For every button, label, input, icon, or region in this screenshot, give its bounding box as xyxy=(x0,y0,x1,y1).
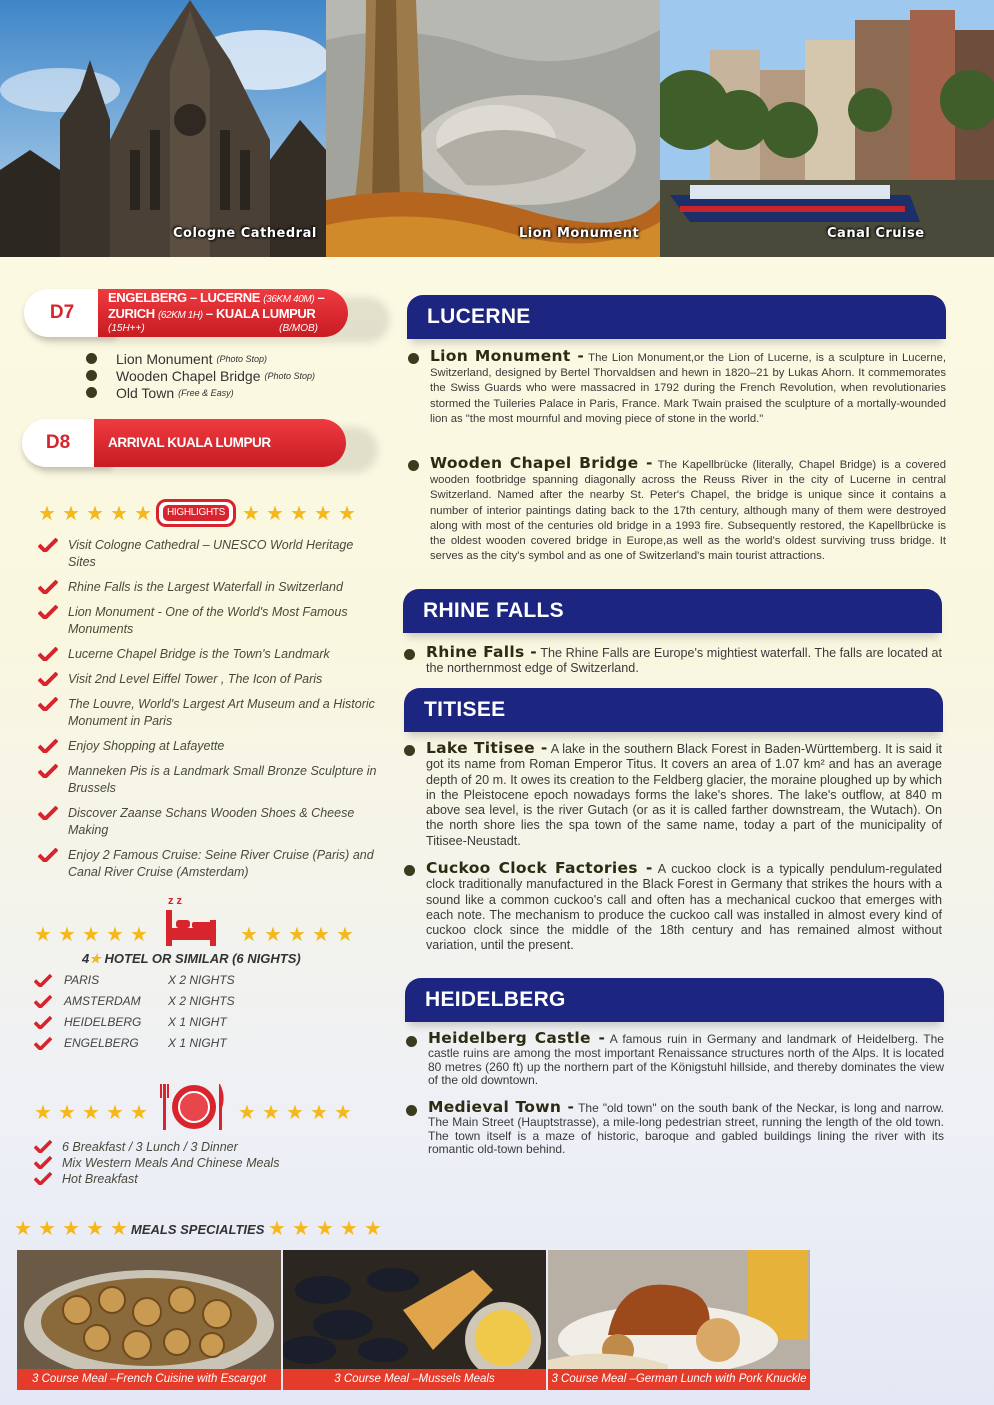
meal-item-text: 6 Breakfast / 3 Lunch / 3 Dinner xyxy=(62,1140,238,1154)
star-icon: ★ xyxy=(268,1218,286,1240)
stars-right xyxy=(238,1104,352,1122)
star-icon: ★ xyxy=(62,503,80,525)
check-icon xyxy=(38,672,58,686)
stars-left xyxy=(14,1220,128,1238)
hotel-nights: X 1 NIGHT xyxy=(168,1015,227,1029)
day-label: D7 xyxy=(49,302,75,323)
meals-list xyxy=(34,1139,364,1187)
highlight-text: Enjoy Shopping at Lafayette xyxy=(68,739,225,753)
check-icon xyxy=(38,580,58,594)
entry-text: The Lion Monument,or the Lion of Lucerne, is a sculpture in Lucerne, Switzerland, designed by Bertel Thorvaldsen and hewn in 1820–21 by Lukas Ahorn. It commemorates the Swiss Guards who were massacred in 1792 during the French Revolution, when revolutionaries stormed the Tuileries Palace in Paris, France. Mark Twain praised the sculpture of a mortally-wounded lion as "the most mournful and moving piece of stone in the world." xyxy=(430,352,946,425)
list-item xyxy=(34,1155,364,1171)
list-item xyxy=(34,1171,364,1187)
day7-duration: (15H++) xyxy=(108,323,145,334)
star-icon: ★ xyxy=(338,503,356,525)
star-icon: ★ xyxy=(340,1218,358,1240)
list-item xyxy=(38,537,383,579)
check-icon xyxy=(38,647,58,661)
hotel-nights: X 2 NIGHTS xyxy=(168,973,235,987)
day7-route-line2: ZURICH xyxy=(108,306,155,321)
star-icon: ★ xyxy=(130,1102,148,1124)
meal-caption: 3 Course Meal –German Lunch with Pork Knuckle xyxy=(548,1369,810,1390)
day7-route-line1-end: – xyxy=(314,290,325,305)
bullet-icon xyxy=(404,745,415,756)
bullet-icon xyxy=(406,1036,417,1047)
list-item xyxy=(38,763,383,805)
list-item xyxy=(38,738,383,763)
list-item xyxy=(38,805,383,847)
entry-lion-monument xyxy=(430,349,946,427)
list-item xyxy=(38,847,383,889)
check-icon xyxy=(34,1140,52,1153)
highlight-text: Discover Zaanse Schans Wooden Shoes & Cheese Making xyxy=(68,806,355,837)
pork-knuckle-illustration xyxy=(548,1250,810,1370)
star-icon: ★ xyxy=(110,1218,128,1240)
photo-canal-cruise xyxy=(660,0,994,257)
star-icon: ★ xyxy=(62,1218,80,1240)
escargot-illustration xyxy=(17,1250,281,1370)
bullet-icon xyxy=(404,865,415,876)
lion-monument-illustration xyxy=(326,0,660,257)
day7-route-line2-end: – KUALA LUMPUR xyxy=(202,306,316,321)
section-title-rhine-falls: RHINE FALLS xyxy=(403,589,942,633)
entry-title: Medieval Town - xyxy=(428,1098,575,1116)
bullet-icon xyxy=(408,353,419,364)
star-icon: ★ xyxy=(334,1102,352,1124)
item-note: (Photo Stop) xyxy=(216,353,268,364)
entry-title: Wooden Chapel Bridge - xyxy=(430,454,653,472)
photo-caption: Cologne Cathedral xyxy=(173,226,317,241)
star-icon: ★ xyxy=(266,503,284,525)
entry-title: Heidelberg Castle - xyxy=(428,1029,606,1047)
star-icon: ★ xyxy=(110,503,128,525)
hotel-nights: X 2 NIGHTS xyxy=(168,994,235,1008)
entry-text: A famous ruin in Germany and landmark of Heidelberg. The castle ruins are among the most important Renaissance structures north of the Alps. It is located 80 metres (260 ft) up the northern part of the Königstuhl hillside, and thereby dominates the view of the old downtown. xyxy=(428,1032,944,1088)
bullet-icon xyxy=(408,460,419,471)
hotel-title xyxy=(82,951,301,967)
meal-caption: 3 Course Meal –Mussels Meals xyxy=(283,1369,546,1390)
stars-right xyxy=(242,505,356,523)
check-icon xyxy=(38,605,58,619)
day-label: D8 xyxy=(45,432,71,453)
star-icon: ★ xyxy=(86,1218,104,1240)
entry-title: Cuckoo Clock Factories - xyxy=(426,859,653,877)
meal-photo-pork-knuckle xyxy=(548,1250,810,1390)
bed-icon xyxy=(162,892,220,948)
item-note: (Free & Easy) xyxy=(178,387,234,398)
meal-photo-mussels xyxy=(283,1250,546,1390)
star-icon: ★ xyxy=(82,1102,100,1124)
star-icon: ★ xyxy=(34,924,52,946)
star-icon: ★ xyxy=(34,1102,52,1124)
star-icon: ★ xyxy=(58,1102,76,1124)
entry-text: The Kapellbrücke (literally, Chapel Bridge) is a covered wooden footbridge spanning diagonally across the Reuss River in the city of Lucerne in central Switzerland. Named after the nearby St. Peter's Chapel, the bridge is unique since it contains a number of interior paintings dating back to the 17th century, although many of them were destroyed along with most of the centuries old bridge in a 1993 fire. Subsequently restored, the Kapellbrücke is the oldest wooden covered bridge in Europe,as well as the world's oldest surviving truss bridge. It serves as the city's symbol and as one of Switzerland's main tourist attractions. xyxy=(430,459,946,563)
star-icon: ★ xyxy=(130,924,148,946)
highlights-badge xyxy=(156,499,236,527)
item-name: Wooden Chapel Bridge xyxy=(116,367,261,384)
highlights-list xyxy=(38,537,383,889)
check-icon xyxy=(34,974,52,987)
header-photo-strip xyxy=(0,0,994,257)
highlight-text: Rhine Falls is the Largest Waterfall in Switzerland xyxy=(68,580,343,594)
star-icon: ★ xyxy=(14,1218,32,1240)
hotel-city: ENGELBERG xyxy=(64,1036,139,1050)
list-item xyxy=(38,671,383,696)
day-7-itinerary xyxy=(86,350,315,401)
sleep-zz: z z xyxy=(168,895,183,907)
bullet-icon xyxy=(404,649,415,660)
star-icon: ★ xyxy=(242,503,260,525)
hotel-city: AMSTERDAM xyxy=(64,994,141,1008)
plate-cutlery-icon xyxy=(160,1082,228,1132)
meals-specialties-title: MEALS SPECIALTIES xyxy=(131,1222,265,1237)
star-icon: ★ xyxy=(106,924,124,946)
section-title-heidelberg: HEIDELBERG xyxy=(405,978,944,1022)
list-item xyxy=(38,604,383,646)
bullet-icon xyxy=(406,1105,417,1116)
day7-meals: (B/MOB) xyxy=(279,323,318,334)
check-icon xyxy=(38,806,58,820)
entry-cuckoo-clock-factories xyxy=(426,861,942,954)
highlight-text: Lion Monument - One of the World's Most Famous Monuments xyxy=(68,605,348,636)
photo-lion-monument xyxy=(326,0,660,257)
star-icon: ★ xyxy=(82,924,100,946)
day7-route-line1-note: (36KM 40M) xyxy=(263,294,315,305)
list-item xyxy=(38,646,383,671)
check-icon xyxy=(38,538,58,552)
highlights-badge-label: HIGHLIGHTS xyxy=(163,505,229,521)
meal-photo-escargot xyxy=(17,1250,281,1390)
star-icon: ★ xyxy=(292,1218,310,1240)
entry-title: Lion Monument - xyxy=(430,347,585,365)
stars-left xyxy=(34,1104,148,1122)
star-icon: ★ xyxy=(86,503,104,525)
meal-item-text: Mix Western Meals And Chinese Meals xyxy=(62,1156,280,1170)
check-icon xyxy=(34,1156,52,1169)
stars-right xyxy=(268,1220,382,1238)
star-icon: ★ xyxy=(38,503,56,525)
day7-route-line1: ENGELBERG – LUCERNE xyxy=(108,290,261,305)
list-item xyxy=(86,350,315,367)
item-name: Lion Monument xyxy=(116,350,213,367)
star-icon: ★ xyxy=(240,924,258,946)
photo-caption: Lion Monument xyxy=(519,226,640,241)
star-icon: ★ xyxy=(264,924,282,946)
check-icon xyxy=(38,697,58,711)
hotel-title-text: HOTEL OR SIMILAR (6 NIGHTS) xyxy=(100,951,301,966)
star-icon: ★ xyxy=(286,1102,304,1124)
star-icon: ★ xyxy=(336,924,354,946)
item-name: Old Town xyxy=(116,384,175,401)
day-8-title: ARRIVAL KUALA LUMPUR xyxy=(94,419,346,467)
day-7-title-pill xyxy=(98,289,348,337)
item-note: (Photo Stop) xyxy=(264,370,316,381)
stars-left xyxy=(34,926,148,944)
entry-title: Rhine Falls - xyxy=(426,643,538,661)
check-icon xyxy=(38,764,58,778)
highlight-text: Visit Cologne Cathedral – UNESCO World Heritage Sites xyxy=(68,538,354,569)
star-icon: ★ xyxy=(312,924,330,946)
stars-right xyxy=(240,926,354,944)
entry-rhine-falls xyxy=(426,645,942,677)
star-icon: ★ xyxy=(134,503,152,525)
hotel-city: PARIS xyxy=(64,973,100,987)
entry-text: A lake in the southern Black Forest in Baden-Württemberg. It is said it got its name from Roman Emperor Titus. It covers an area of 1.07 km² and has an average depth of 20 m. It owes its creation to the Feldberg glacier, the moraine ploughed up by which in the Pleistocene epoch nowadays forms the lake's shores. The lake's outflow, at 840 m above sea level, is the river Gutach (or as it is called farther downstream, the Wutach). On the north shore lies the spa town of the same name, today a part of the municipality of Titisee-Neustadt. xyxy=(426,742,942,848)
check-icon xyxy=(34,995,52,1008)
star-icon: ★ xyxy=(238,1102,256,1124)
check-icon xyxy=(38,739,58,753)
star-icon: ★ xyxy=(314,503,332,525)
star-icon: ★ xyxy=(38,1218,56,1240)
photo-cologne-cathedral xyxy=(0,0,326,257)
entry-title: Lake Titisee - xyxy=(426,739,548,757)
check-icon xyxy=(34,1172,52,1185)
canal-illustration xyxy=(660,0,994,257)
check-icon xyxy=(34,1037,52,1050)
highlight-text: Manneken Pis is a Landmark Small Bronze Sculpture in Brussels xyxy=(68,764,377,795)
meal-caption: 3 Course Meal –French Cuisine with Escargot xyxy=(17,1369,281,1390)
section-title-titisee: TITISEE xyxy=(404,688,943,732)
stars-left xyxy=(38,505,152,523)
star-icon: ★ xyxy=(288,924,306,946)
list-item xyxy=(86,367,315,384)
entry-heidelberg-castle xyxy=(428,1029,944,1088)
hotel-city: HEIDELBERG xyxy=(64,1015,142,1029)
check-icon xyxy=(38,848,58,862)
star-icon: ★ xyxy=(316,1218,334,1240)
highlight-text: Enjoy 2 Famous Cruise: Seine River Cruise (Paris) and Canal River Cruise (Amsterdam) xyxy=(68,848,374,879)
star-icon: ★ xyxy=(58,924,76,946)
list-item xyxy=(38,579,383,604)
photo-caption: Canal Cruise xyxy=(827,226,925,241)
star-icon: ★ xyxy=(89,951,101,966)
star-icon: ★ xyxy=(290,503,308,525)
day7-route-line2-note: (62KM 1H) xyxy=(157,310,203,321)
hotel-star-rating: 4 xyxy=(82,951,90,966)
list-item xyxy=(86,384,315,401)
list-item xyxy=(34,1139,364,1155)
highlight-text: Lucerne Chapel Bridge is the Town's Landmark xyxy=(68,647,330,661)
entry-text: A cuckoo clock is a typically pendulum-regulated clock traditionally manufactured in the Black Forest in Germany that strikes the hours with a sound like a common cuckoo's call and often has a mechanical cuckoo that emerges with each note. The mechanism to produce the cuckoo call was installed in almost every kind of cuckoo clock since the middle of the 18th century and has remained almost without variation, until the present. xyxy=(426,862,942,953)
entry-medieval-town xyxy=(428,1098,944,1157)
entry-text: The Rhine Falls are Europe's mightiest waterfall. The falls are located at the northernmost edge of Switzerland. xyxy=(426,646,942,676)
star-icon: ★ xyxy=(310,1102,328,1124)
check-icon xyxy=(34,1016,52,1029)
cathedral-illustration xyxy=(0,0,326,257)
star-icon: ★ xyxy=(364,1218,382,1240)
entry-lake-titisee xyxy=(426,741,942,849)
entry-wooden-chapel-bridge xyxy=(430,456,946,564)
star-icon: ★ xyxy=(106,1102,124,1124)
mussels-illustration xyxy=(283,1250,546,1370)
star-icon: ★ xyxy=(262,1102,280,1124)
entry-text: The "old town" on the south bank of the Neckar, is long and narrow. The Main Street (Hauptstrasse), a mile-long pedestrian street, running the length of the old town. The town itself is a maze of historic, baroque and gabled buildings lining the river with its romantic old-town behind. xyxy=(428,1101,944,1157)
highlight-text: The Louvre, World's Largest Art Museum and a Historic Monument in Paris xyxy=(68,697,375,728)
section-title-lucerne: LUCERNE xyxy=(407,295,946,339)
meal-item-text: Hot Breakfast xyxy=(62,1172,138,1186)
hotel-nights: X 1 NIGHT xyxy=(168,1036,227,1050)
list-item xyxy=(38,696,383,738)
highlight-text: Visit 2nd Level Eiffel Tower , The Icon of Paris xyxy=(68,672,323,686)
